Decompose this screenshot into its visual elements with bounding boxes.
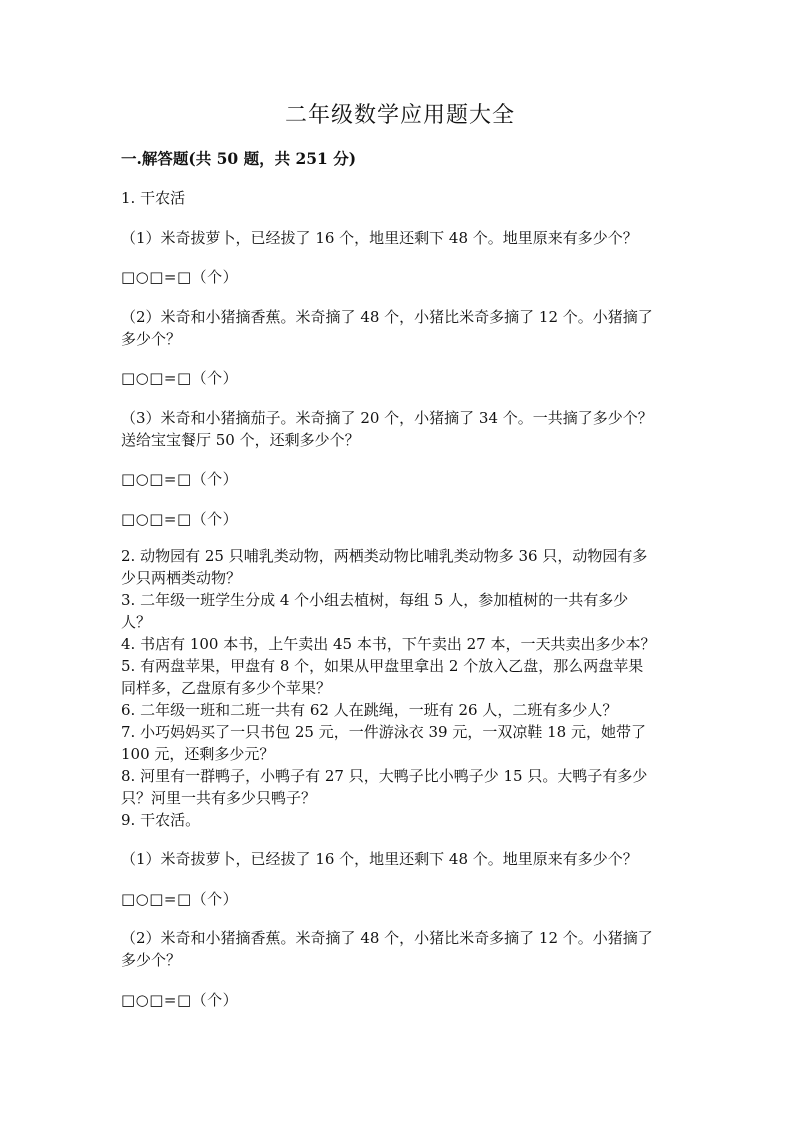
question-1-part-2-line-2: 多少个？ (121, 330, 182, 348)
question-1-part-3-line-1: （3）米奇和小猪摘茄子。米奇摘了 20 个，小猪摘了 34 个。一共摘了多少个？ (121, 409, 653, 427)
question-9-heading: 9. 干农活。 (121, 811, 201, 829)
answer-equation: □○□=□（个） (121, 268, 239, 286)
question-7-line-2: 100 元，还剩多少元？ (121, 745, 275, 763)
answer-equation: □○□=□（个） (121, 991, 239, 1009)
question-7-line-1: 7. 小巧妈妈买了一只书包 25 元，一件游泳衣 39 元，一双凉鞋 18 元，她带了 (121, 723, 646, 741)
question-3-line-1: 3. 二年级一班学生分成 4 个小组去植树，每组 5 人，参加植树的一共有多少 (121, 591, 629, 609)
question-9-part-2-line-2: 多少个？ (121, 951, 182, 969)
question-6: 6. 二年级一班和二班一共有 62 人在跳绳，一班有 26 人，二班有多少人？ (121, 701, 618, 719)
question-5-line-1: 5. 有两盘苹果，甲盘有 8 个，如果从甲盘里拿出 2 个放入乙盘，那么两盘苹果 (121, 657, 644, 675)
question-2-line-2: 少只两栖类动物？ (121, 569, 242, 587)
question-8-line-2: 只？河里一共有多少只鸭子？ (121, 789, 317, 807)
answer-equation: □○□=□（个） (121, 510, 239, 528)
question-1-part-2-line-1: （2）米奇和小猪摘香蕉。米奇摘了 48 个，小猪比米奇多摘了 12 个。小猪摘了 (121, 308, 653, 326)
question-3-line-2: 人？ (121, 613, 152, 631)
question-1-heading: 1. 干农活 (121, 189, 186, 207)
answer-equation: □○□=□（个） (121, 369, 239, 387)
question-1-part-3-line-2: 送给宝宝餐厅 50 个，还剩多少个？ (121, 431, 360, 449)
question-9-part-2-line-1: （2）米奇和小猪摘香蕉。米奇摘了 48 个，小猪比米奇多摘了 12 个。小猪摘了 (121, 929, 653, 947)
question-1-part-1: （1）米奇拔萝卜，已经拔了 16 个，地里还剩下 48 个。地里原来有多少个？ (121, 229, 638, 247)
question-5-line-2: 同样多，乙盘原有多少个苹果？ (121, 679, 332, 697)
page-title: 二年级数学应用题大全 (284, 103, 515, 128)
question-4: 4. 书店有 100 本书，上午卖出 45 本书，下午卖出 27 本，一天共卖出多少本？ (121, 635, 656, 653)
answer-equation: □○□=□（个） (121, 890, 239, 908)
question-8-line-1: 8. 河里有一群鸭子，小鸭子有 27 只，大鸭子比小鸭子少 15 只。大鸭子有多少 (121, 767, 648, 785)
answer-equation: □○□=□（个） (121, 470, 239, 488)
question-2-line-1: 2. 动物园有 25 只哺乳类动物，两栖类动物比哺乳类动物多 36 只，动物园有多 (121, 547, 648, 565)
section-heading: 一.解答题(共 50 题，共 251 分) (121, 149, 357, 168)
question-9-part-1: （1）米奇拔萝卜，已经拔了 16 个，地里还剩下 48 个。地里原来有多少个？ (121, 850, 638, 868)
